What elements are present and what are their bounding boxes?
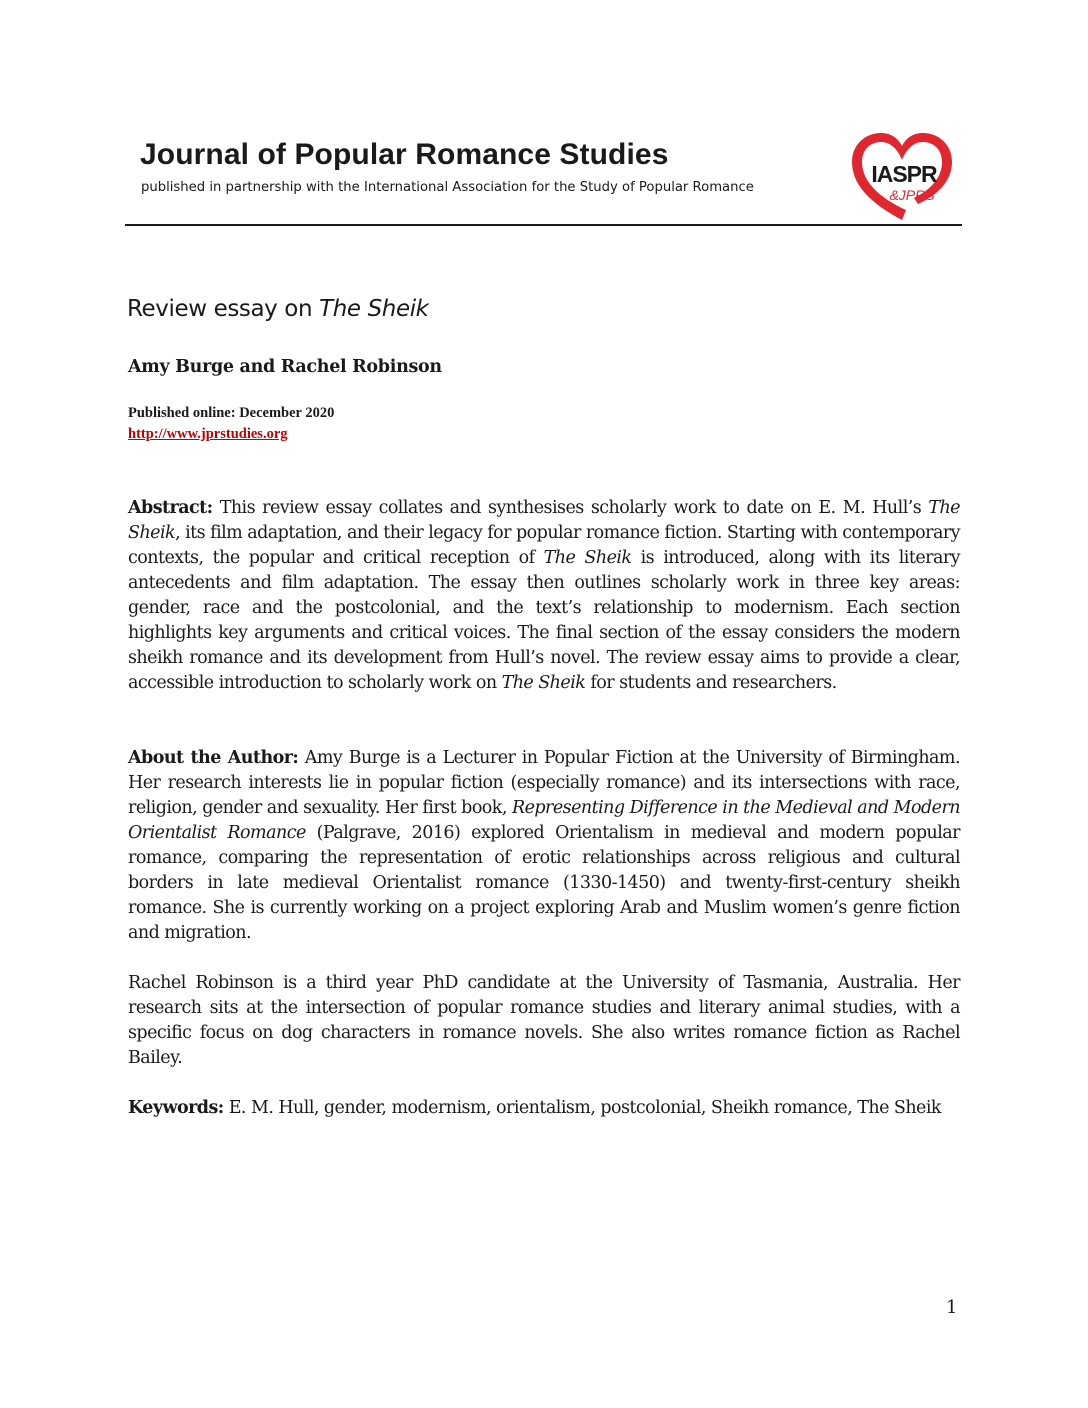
essay-title-italic: The Sheik — [319, 296, 429, 322]
page-number: 1 — [946, 1297, 958, 1318]
journal-title: Journal of Popular Romance Studies — [140, 138, 669, 171]
header-divider — [125, 224, 962, 226]
abstract-paragraph: Abstract: This review essay collates and synthesises scholarly work to date on E. M. Hull’s The Sheik, its film adaptation, and their legacy for popular romance fiction. Starting with contemporary contexts, the popular and critical reception of The Sheik is introduced, along with its literary antecedents and film adaptation. The essay then outlines scholarly work in three key areas: gender, race and the postcolonial, and the text’s relationship to modernism. Each section highlights key arguments and critical voices. The final section of the essay considers the modern sheikh romance and its development from Hull’s novel. The review essay aims to provide a clear, accessible introduction to scholarly work on The Sheik for students and researchers. — [128, 498, 960, 693]
second-author-paragraph: Rachel Robinson is a third year PhD candidate at the University of Tasmania, Australia. Her research sits at the intersection of popular romance studies and literary animal studies, with a specific focus on dog characters in romance novels. She also writes romance fiction as Rachel Bailey. — [128, 973, 960, 1068]
authors: Amy Burge and Rachel Robinson — [128, 357, 442, 377]
journal-url-link[interactable]: http://www.jprstudies.org — [128, 426, 288, 442]
published-date: Published online: December 2020 — [128, 405, 335, 421]
abstract-label: Abstract: — [128, 498, 213, 518]
about-author-paragraph: About the Author: Amy Burge is a Lecturer in Popular Fiction at the University of Birmingham. Her research interests lie in popular fiction (especially romance) and its intersections with race, religion, gender and sexuality. Her first book, Representing Difference in the Medieval and Modern Orientalist Romance (Palgrave, 2016) explored Orientalism in medieval and modern popular romance, comparing the representation of erotic relationships across religious and cultural borders in late medieval Orientalist romance (1330-1450) and twenty-first-century sheikh romance. She is currently working on a project exploring Arab and Muslim women’s genre fiction and migration. — [128, 748, 960, 943]
keywords-label: Keywords: — [128, 1098, 224, 1118]
essay-title-text: Review essay on — [127, 296, 320, 322]
iaspr-jprs-logo — [846, 128, 958, 226]
keywords-paragraph: Keywords: E. M. Hull, gender, modernism, orientalism, postcolonial, Sheikh romance, The Sheik — [128, 1098, 941, 1118]
essay-title — [127, 296, 429, 322]
journal-subtitle: published in partnership with the International Association for the Study of Popular Romance — [141, 180, 754, 195]
logo-text-line2: &JPRS — [889, 187, 935, 203]
about-author-label: About the Author: — [128, 748, 299, 768]
logo-text-line1: IASPR — [871, 161, 937, 187]
